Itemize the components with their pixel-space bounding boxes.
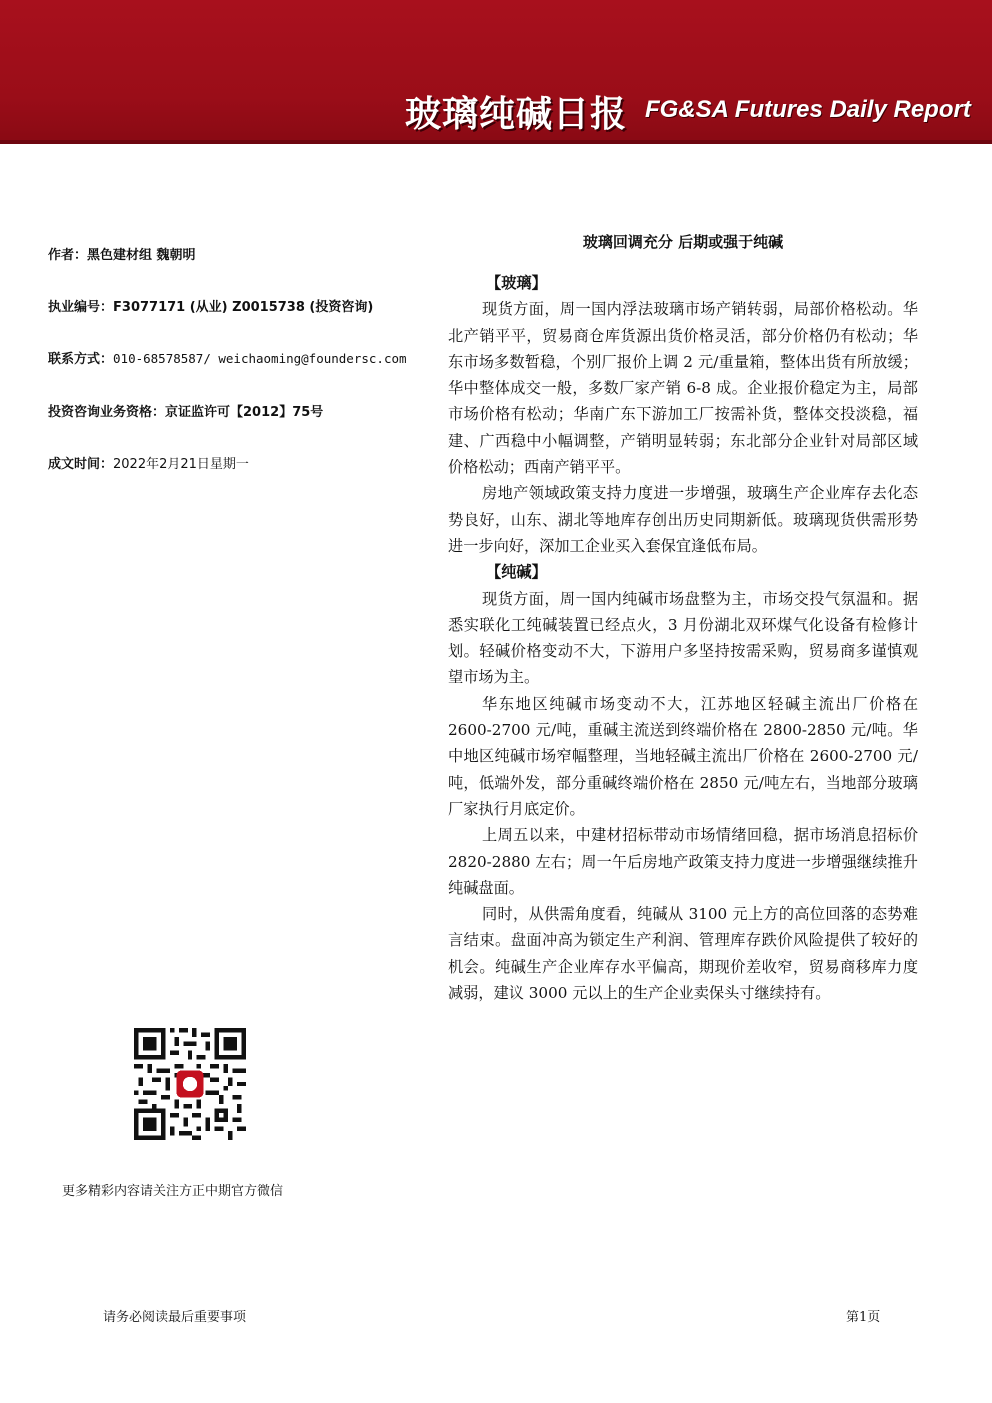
header-banner-stripe xyxy=(0,140,992,144)
author-line xyxy=(48,244,196,263)
date-line xyxy=(48,453,249,472)
author-label: 作者： xyxy=(48,248,88,263)
date-label: 成文时间： xyxy=(48,457,114,472)
article-headline: 玻璃回调充分 后期或强于纯碱 xyxy=(582,233,784,251)
report-title-cn: 玻璃纯碱日报 xyxy=(405,94,628,135)
page-number: 第1页 xyxy=(846,1310,881,1325)
section-heading-glass: 【玻璃】 xyxy=(486,274,547,292)
license-line xyxy=(48,296,373,315)
soda-paragraph-4: 同时，从供需角度看，纯碱从 3100 元上方的高位回落的态势难言结束。盘面冲高为锁定生产利润、管理库存跌价风险提供了较好的机会。纯碱生产企业库存水平偏高，期现价差收窄，贸易商移库力度减弱，建议 3000 元以上的生产企业卖保头寸继续持有。 xyxy=(448,905,918,1003)
contact-value: 010-68578587/ weichaoming@foundersc.com xyxy=(113,351,407,366)
license-value: F3077171 (从业) Z0015738 (投资咨询) xyxy=(113,300,374,315)
footer-notice: 请务必阅读最后重要事项 xyxy=(103,1310,247,1325)
report-title-en: FG&SA Futures Daily Report xyxy=(645,96,971,123)
qr-caption: 更多精彩内容请关注方正中期官方微信 xyxy=(62,1184,284,1199)
qualification-line xyxy=(48,401,323,420)
date-value: 2022年2月21日星期一 xyxy=(113,457,249,472)
qualification-label: 投资咨询业务资格： xyxy=(48,405,166,420)
license-label: 执业编号： xyxy=(48,300,114,315)
soda-paragraph-2: 华东地区纯碱市场变动不大，江苏地区轻碱主流出厂价格在 2600-2700 元/吨，重碱主流送到终端价格在 2800-2850 元/吨。华中地区纯碱市场窄幅整理，当地轻碱主流出厂价格在 2600-2700 元/吨，低端外发，部分重碱终端价格在 2850 元/吨左右，当地部分玻璃厂家执行月底定价。 xyxy=(448,694,918,818)
article-body xyxy=(448,270,918,1006)
contact-line xyxy=(48,348,407,367)
soda-paragraph-3: 上周五以来，中建材招标带动市场情绪回稳，据市场消息招标价 2820-2880 左右；周一午后房地产政策支持力度进一步增强继续推升纯碱盘面。 xyxy=(448,826,918,897)
section-heading-soda: 【纯碱】 xyxy=(486,563,547,582)
glass-paragraph-2: 房地产领域政策支持力度进一步增强，玻璃生产企业库存去化态势良好，山东、湖北等地库存创出历史同期新低。玻璃现货供需形势进一步向好，深加工企业买入套保宜逢低布局。 xyxy=(448,484,918,555)
contact-label: 联系方式： xyxy=(48,352,114,367)
author-value: 黑色建材组 魏朝明 xyxy=(87,248,196,263)
glass-paragraph-1: 现货方面，周一国内浮法玻璃市场产销转弱，局部价格松动。华北产销平平，贸易商仓库货源出货价格灵活，部分价格仍有松动；华东市场多数暂稳，个别厂报价上调 2 元/重量箱，整体出货有所放缓；华中整体成交一般，多数厂家产销 6-8 成。企业报价稳定为主，局部市场价格有松动；华南广东下游加工厂按需补货，整体交投淡稳，福建、广西稳中小幅调整，产销明显转弱；东北部分企业针对局部区域价格松动；西南产销平平。 xyxy=(448,300,918,477)
wechat-qr-code xyxy=(134,1028,246,1140)
qualification-value: 京证监许可【2012】75号 xyxy=(165,405,324,420)
soda-paragraph-1: 现货方面，周一国内纯碱市场盘整为主，市场交投气氛温和。据悉实联化工纯碱装置已经点火，3 月份湖北双环煤气化设备有检修计划。轻碱价格变动不大，下游用户多坚持按需采购，贸易商多谨慎观望市场为主。 xyxy=(448,589,918,687)
